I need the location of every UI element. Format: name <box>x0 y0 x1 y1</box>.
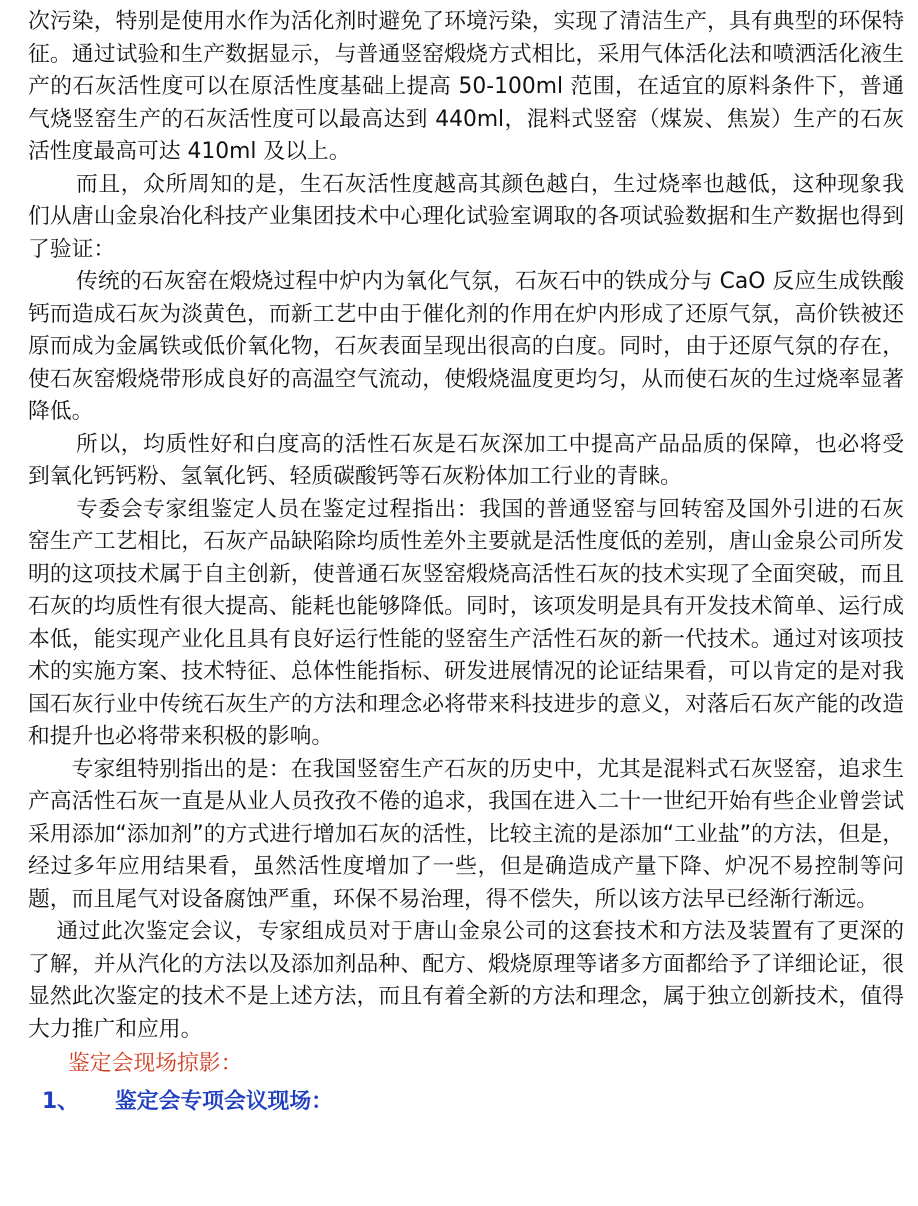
paragraph-expert-appraisal: 专委会专家组鉴定人员在鉴定过程指出：我国的普通竖窑与回转窑及国外引进的石灰窑生产工艺相比，石灰产品缺陷除均质性差外主要就是活性度低的差别，唐山金泉公司所发明的这项技术属于自主创新，使普通石灰竖窑煅烧高活性石灰的技术实现了全面突破，而且石灰的均质性有很大提高、能耗也能够降低。同时，该项发明是具有开发技术简单、运行成本低，能实现产业化且具有良好运行性能的竖窑生产活性石灰的新一代技术。通过对该项技术的实施方案、技术特征、总体性能指标、研发进展情况的论证结果看，可以肯定的是对我国石灰行业中传统石灰生产的方法和理念必将带来科技进步的意义，对落后石灰产能的改造和提升也必将带来积极的影响。 <box>28 496 904 749</box>
document-page <box>28 6 904 1122</box>
item-text: 鉴定会专项会议现场： <box>114 1089 333 1114</box>
item-number: 1、 <box>42 1089 79 1114</box>
paragraph-conclusion: 通过此次鉴定会议，专家组成员对于唐山金泉公司的这套技术和方法及装置有了更深的了解，并从汽化的方法以及添加剂品种、配方、煅烧原理等诸多方面都给予了详细论证，很显然此次鉴定的技术不是上述方法，而且有着全新的方法和理念，属于独立创新技术，值得大力推广和应用。 <box>28 919 904 1042</box>
paragraph-quality: 所以，均质性好和白度高的活性石灰是石灰深加工中提高产品品质的保障，也必将受到氧化钙钙粉、氢氧化钙、轻质碳酸钙等石灰粉体加工行业的青睐。 <box>28 431 904 489</box>
paragraph-continuation: 次污染，特别是使用水作为活化剂时避免了环境污染，实现了清洁生产，具有典型的环保特征。通过试验和生产数据显示，与普通竖窑煅烧方式相比，采用气体活化法和喷洒活化液生产的石灰活性度可以在原活性度基础上提高 50-100ml 范围，在适宜的原料条件下，普通气烧竖窑生产的石灰活性度可以最高达到 440ml，混料式竖窑（煤炭、焦炭）生产的石灰活性度最高可达 410ml 及以上。 <box>28 9 904 164</box>
paragraph-traditional-kiln: 传统的石灰窑在煅烧过程中炉内为氧化气氛，石灰石中的铁成分与 CaO 反应生成铁酸钙而造成石灰为淡黄色，而新工艺中由于催化剂的作用在炉内形成了还原气氛，高价铁被还原而成为金属铁或低价氧化物，石灰表面呈现出很高的白度。同时，由于还原气氛的存在，使石灰窑煅烧带形成良好的高温空气流动，使煅烧温度更均匀，从而使石灰的生过烧率显著降低。 <box>28 269 904 424</box>
paragraph-whiteness: 而且，众所周知的是，生石灰活性度越高其颜色越白，生过烧率也越低，这种现象我们从唐山金泉冶化科技产业集团技术中心理化试验室调取的各项试验数据和生产数据也得到了验证： <box>28 171 904 262</box>
paragraph-expert-note: 专家组特别指出的是：在我国竖窑生产石灰的历史中，尤其是混料式石灰竖窑，追求生产高活性石灰一直是从业人员孜孜不倦的追求，我国在进入二十一世纪开始有些企业曾尝试采用添加“添加剂”的方式进行增加石灰的活性，比较主流的是添加“工业盐”的方法，但是，经过多年应用结果看，虽然活性度增加了一些，但是确造成产量下降、炉况不易控制等问题，而且尾气对设备腐蚀严重，环保不易治理，得不偿失，所以该方法早已经渐行渐远。 <box>28 756 904 912</box>
photo-caption: 鉴定会现场掠影： <box>68 1051 243 1076</box>
numbered-item <box>28 1082 904 1122</box>
